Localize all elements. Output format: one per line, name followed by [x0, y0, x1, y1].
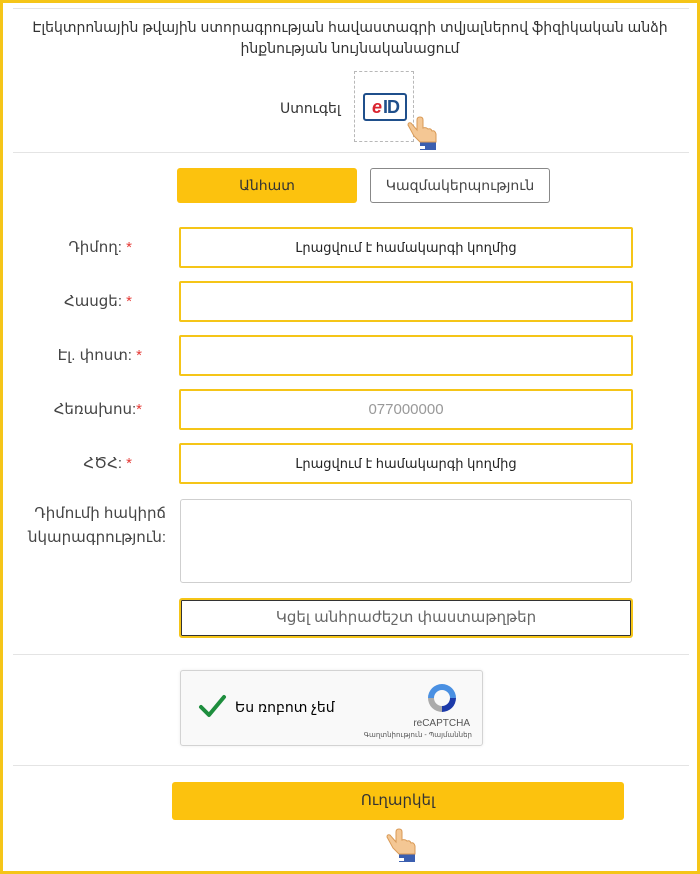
recaptcha-links[interactable]: Գաղտնիություն - Պայմաններ	[363, 732, 472, 739]
tab-individual[interactable]: Անհատ	[177, 168, 357, 203]
page-title: Էլեկտրոնային թվային ստորագրության հավաստագրի տվյալներով ֆիզիկական անձի ինքնության նույնականացում	[32, 19, 668, 56]
section-divider	[13, 654, 689, 655]
pointing-hand-icon	[383, 828, 417, 862]
submit-button[interactable]: Ուղարկել	[172, 782, 624, 820]
recaptcha-logo-icon	[425, 681, 459, 715]
email-label: Էլ. փոստ: *	[57, 347, 142, 364]
pointing-hand-icon	[404, 116, 438, 150]
recaptcha-widget	[180, 670, 483, 746]
verify-label: Ստուգել	[280, 100, 341, 116]
ssn-label: ՀԾՀ: *	[83, 455, 132, 472]
applicant-field[interactable]: Լրացվում է համակարգի կողմից	[179, 227, 633, 268]
ssn-field[interactable]: Լրացվում է համակարգի կողմից	[179, 443, 633, 484]
section-divider	[13, 765, 689, 766]
checkmark-icon[interactable]	[197, 691, 227, 721]
phone-field[interactable]: 077000000	[179, 389, 633, 430]
address-field[interactable]	[179, 281, 633, 322]
email-field[interactable]	[179, 335, 633, 376]
recaptcha-brand: reCAPTCHA	[413, 718, 470, 729]
top-divider	[13, 8, 689, 9]
phone-label: Հեռախոս:*	[53, 401, 142, 418]
description-textarea[interactable]	[180, 499, 632, 583]
recaptcha-label: Ես ռոբոտ չեմ	[235, 699, 335, 715]
tab-organization[interactable]: Կազմակերպություն	[370, 168, 550, 203]
attach-documents-button[interactable]: Կցել անհրաժեշտ փաստաթղթեր	[179, 598, 633, 638]
description-label: Դիմումի հակիրճ նկարագրություն:	[28, 505, 166, 546]
eid-logo: e I D	[363, 93, 407, 121]
applicant-label: Դիմող: *	[68, 239, 132, 256]
address-label: Հասցե: *	[63, 293, 132, 310]
section-divider	[13, 152, 689, 153]
